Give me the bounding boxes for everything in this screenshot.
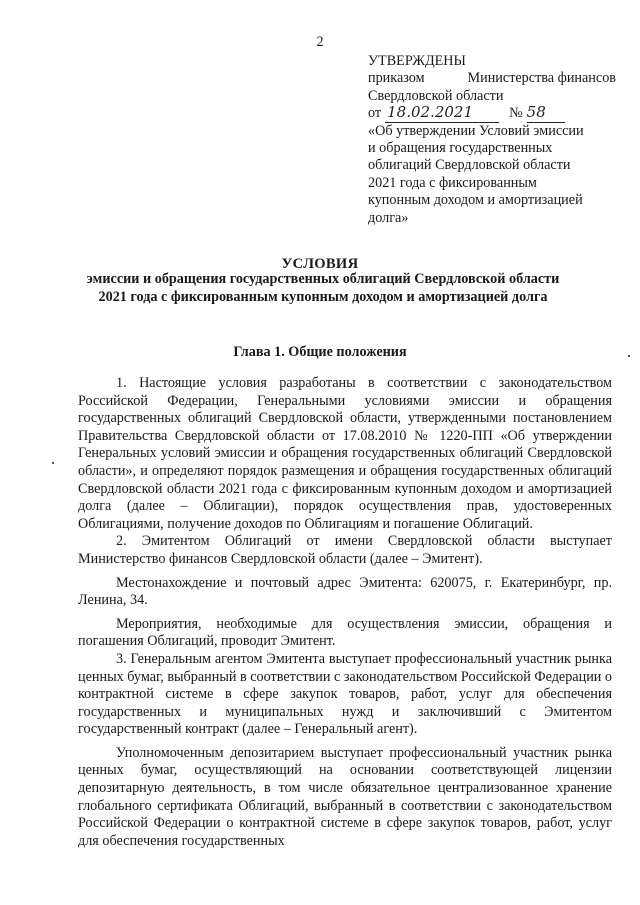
approval-date-prefix: от xyxy=(368,105,382,122)
approval-order-word: приказом xyxy=(368,70,425,87)
approval-block xyxy=(368,53,616,227)
approval-date-number-line xyxy=(368,105,616,122)
approval-title-line: купонным доходом и амортизацией xyxy=(368,192,583,209)
approval-order-line xyxy=(368,70,616,87)
approval-ministry: Министерства финансов xyxy=(467,70,616,87)
approval-title-line: облигаций Свердловской области xyxy=(368,157,571,174)
chapter-title: Глава 1. Общие положения xyxy=(233,344,407,360)
handwritten-date: 18.02.2021 xyxy=(385,105,499,122)
paragraph: 3. Генеральным агентом Эмитента выступает профессиональный участник рынка ценных бумаг, выбранный в соответствии с законодательством Российской Федерации о контрактной системе в сфере закупок товаров, работ, услуг для обеспечения государственных и муниципальных нужд и заключивший с Эмитентом государственный контракт (далее – Генеральный агент). xyxy=(78,650,613,738)
scan-speck xyxy=(628,355,630,357)
document-subtitle xyxy=(40,271,606,306)
paragraph: Мероприятия, необходимые для осуществления эмиссии, обращения и погашения Облигаций, проводит Эмитент. xyxy=(78,615,612,650)
paragraph: 1. Настоящие условия разработаны в соответствии с законодательством Российской Федерации, Генеральными условиями эмиссии и обращения государственных облигаций Свердловской области, утвержденными постановлением Правительства Свердловской области от 17.08.2010 № 1220-ПП «Об утверждении Генеральных условий эмиссии и обращения государственных облигаций Свердловской области», и определяют порядок размещения и обращения государственных облигаций Свердловской области 2021 года с фиксированным купонным доходом и амортизацией долга (далее – Облигации), порядок осуществления прав, удостоверенных Облигациями, получение доходов по Облигациям и погашение Облигаций. xyxy=(78,375,612,532)
subtitle-line: эмиссии и обращения государственных облигаций Свердловской области xyxy=(86,271,560,287)
approval-title-line: «Об утверждении Условий эмиссии xyxy=(368,122,584,139)
approval-heading: УТВЕРЖДЕНЫ xyxy=(368,53,466,69)
subtitle-line: 2021 года с фиксированным купонным доходом и амортизацией долга xyxy=(98,288,548,305)
approval-region: Свердловской области xyxy=(368,87,504,104)
page-number: 2 xyxy=(316,34,324,50)
document-title: УСЛОВИЯ xyxy=(281,256,359,272)
handwritten-number: 58 xyxy=(527,105,565,122)
scan-speck xyxy=(52,462,54,464)
approval-title-line: долга» xyxy=(368,209,409,226)
number-sign: № xyxy=(509,105,523,122)
paragraph: Местонахождение и почтовый адрес Эмитента: 620075, г. Екатеринбург, пр. Ленина, 34. xyxy=(78,574,612,609)
approval-title-line: 2021 года с фиксированным xyxy=(368,174,537,191)
paragraph: Уполномоченным депозитарием выступает профессиональный участник рынка ценных бумаг, осуществляющий на основании соответствующей лицензии депозитарную деятельность, в том числе обязательное централизованное хранение глобального сертификата Облигаций, выбранный в соответствии с законодательством Российской Федерации о контрактной системе в сфере закупок товаров, работ, услуг для обеспечения государственных xyxy=(78,744,612,849)
approval-title-line: и обращения государственных xyxy=(368,140,553,157)
paragraph: 2. Эмитентом Облигаций от имени Свердловской области выступает Министерство финансов Свердловской области (далее – Эмитент). xyxy=(78,533,612,567)
document-body xyxy=(78,375,612,850)
